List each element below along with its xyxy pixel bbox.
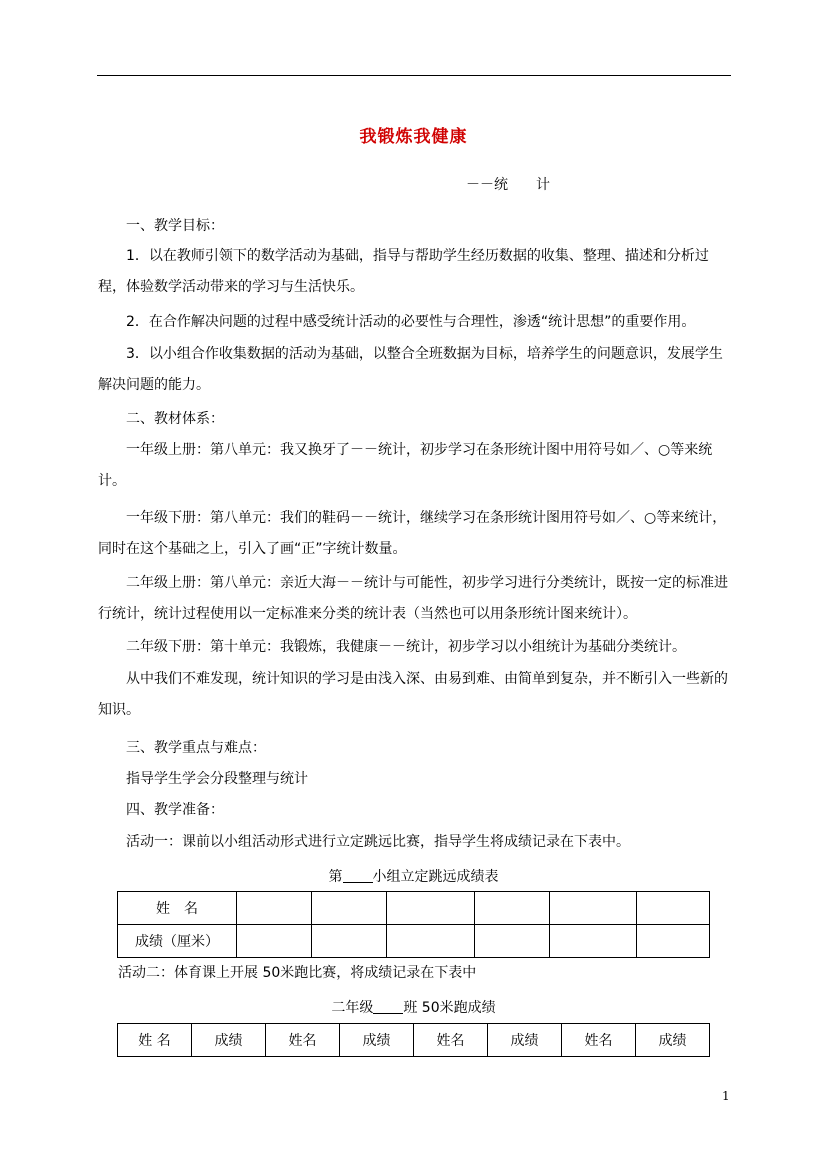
table-row	[118, 892, 710, 925]
system-5: 从中我们不难发现，统计知识的学习是由浅入深、由易到难、由简单到复杂，并不断引入一些新的知识。	[98, 671, 728, 718]
table-header-cell: 成绩（厘米）	[118, 925, 237, 958]
system-heading: 二、教材体系：	[126, 411, 224, 427]
table-header-cell: 姓 名	[118, 1024, 192, 1057]
table-cell	[550, 925, 637, 958]
table-cell	[387, 892, 475, 925]
table-cell	[387, 925, 475, 958]
goals-heading: 一、教学目标：	[126, 218, 224, 234]
prep-heading: 四、教学准备：	[126, 802, 224, 818]
system-4: 二年级下册：第十单元：我锻炼，我健康－－统计，初步学习以小组统计为基础分类统计。	[126, 639, 686, 655]
table-header-cell: 姓 名	[118, 892, 237, 925]
activity-2: 活动二：体育课上开展 50米跑比赛，将成绩记录在下表中	[118, 965, 477, 981]
table-cell	[550, 892, 637, 925]
document-title: 我锻炼我健康	[359, 127, 468, 147]
document-subtitle: －－统 计	[466, 177, 550, 193]
table-cell	[312, 925, 387, 958]
class-number-blank	[373, 999, 403, 1014]
goal-3: 3．以小组合作收集数据的活动为基础，以整合全班数据为目标，培养学生的问题意识，发展学生解决问题的能力。	[98, 346, 723, 393]
table-header-cell: 姓名	[266, 1024, 340, 1057]
goal-2: 2．在合作解决问题的过程中感受统计活动的必要性与合理性，渗透“统计思想”的重要作用。	[126, 314, 696, 330]
table-cell	[237, 892, 312, 925]
table-cell	[475, 925, 550, 958]
key-heading: 三、教学重点与难点：	[126, 740, 266, 756]
group-number-blank	[343, 868, 373, 883]
table-cell	[475, 892, 550, 925]
long-jump-table	[117, 891, 710, 958]
table1-caption: 第 小组立定跳远成绩表	[328, 869, 499, 885]
sprint-table	[117, 1023, 710, 1057]
table2-caption: 二年级 班 50米跑成绩	[331, 1000, 496, 1016]
table-cell	[637, 925, 710, 958]
table-cell	[637, 892, 710, 925]
table-cell	[312, 892, 387, 925]
table-row	[118, 925, 710, 958]
table-header-cell: 成绩	[192, 1024, 266, 1057]
system-3: 二年级上册：第八单元：亲近大海－－统计与可能性，初步学习进行分类统计，既按一定的标准进行统计，统计过程使用以一定标准来分类的统计表（当然也可以用条形统计图来统计）。	[98, 575, 728, 622]
system-2: 一年级下册：第八单元：我们的鞋码－－统计，继续学习在条形统计图用符号如／、○等来统计，同时在这个基础之上，引入了画“正”字统计数量。	[98, 510, 727, 557]
table-header-cell: 姓名	[562, 1024, 636, 1057]
header-rule	[97, 75, 731, 76]
table-header-cell: 成绩	[340, 1024, 414, 1057]
table-cell	[237, 925, 312, 958]
key-text: 指导学生学会分段整理与统计	[126, 771, 308, 787]
page-number: 1	[722, 1089, 730, 1103]
table-row	[118, 1024, 710, 1057]
table-header-cell: 姓名	[414, 1024, 488, 1057]
activity-1: 活动一：课前以小组活动形式进行立定跳远比赛，指导学生将成绩记录在下表中。	[126, 834, 630, 850]
system-1: 一年级上册：第八单元：我又换牙了－－统计，初步学习在条形统计图中用符号如／、○等来统计。	[98, 442, 713, 489]
table-header-cell: 成绩	[488, 1024, 562, 1057]
goal-1: 1．以在教师引领下的数学活动为基础，指导与帮助学生经历数据的收集、整理、描述和分析过程，体验数学活动带来的学习与生活快乐。	[98, 248, 709, 295]
table-header-cell: 成绩	[636, 1024, 710, 1057]
